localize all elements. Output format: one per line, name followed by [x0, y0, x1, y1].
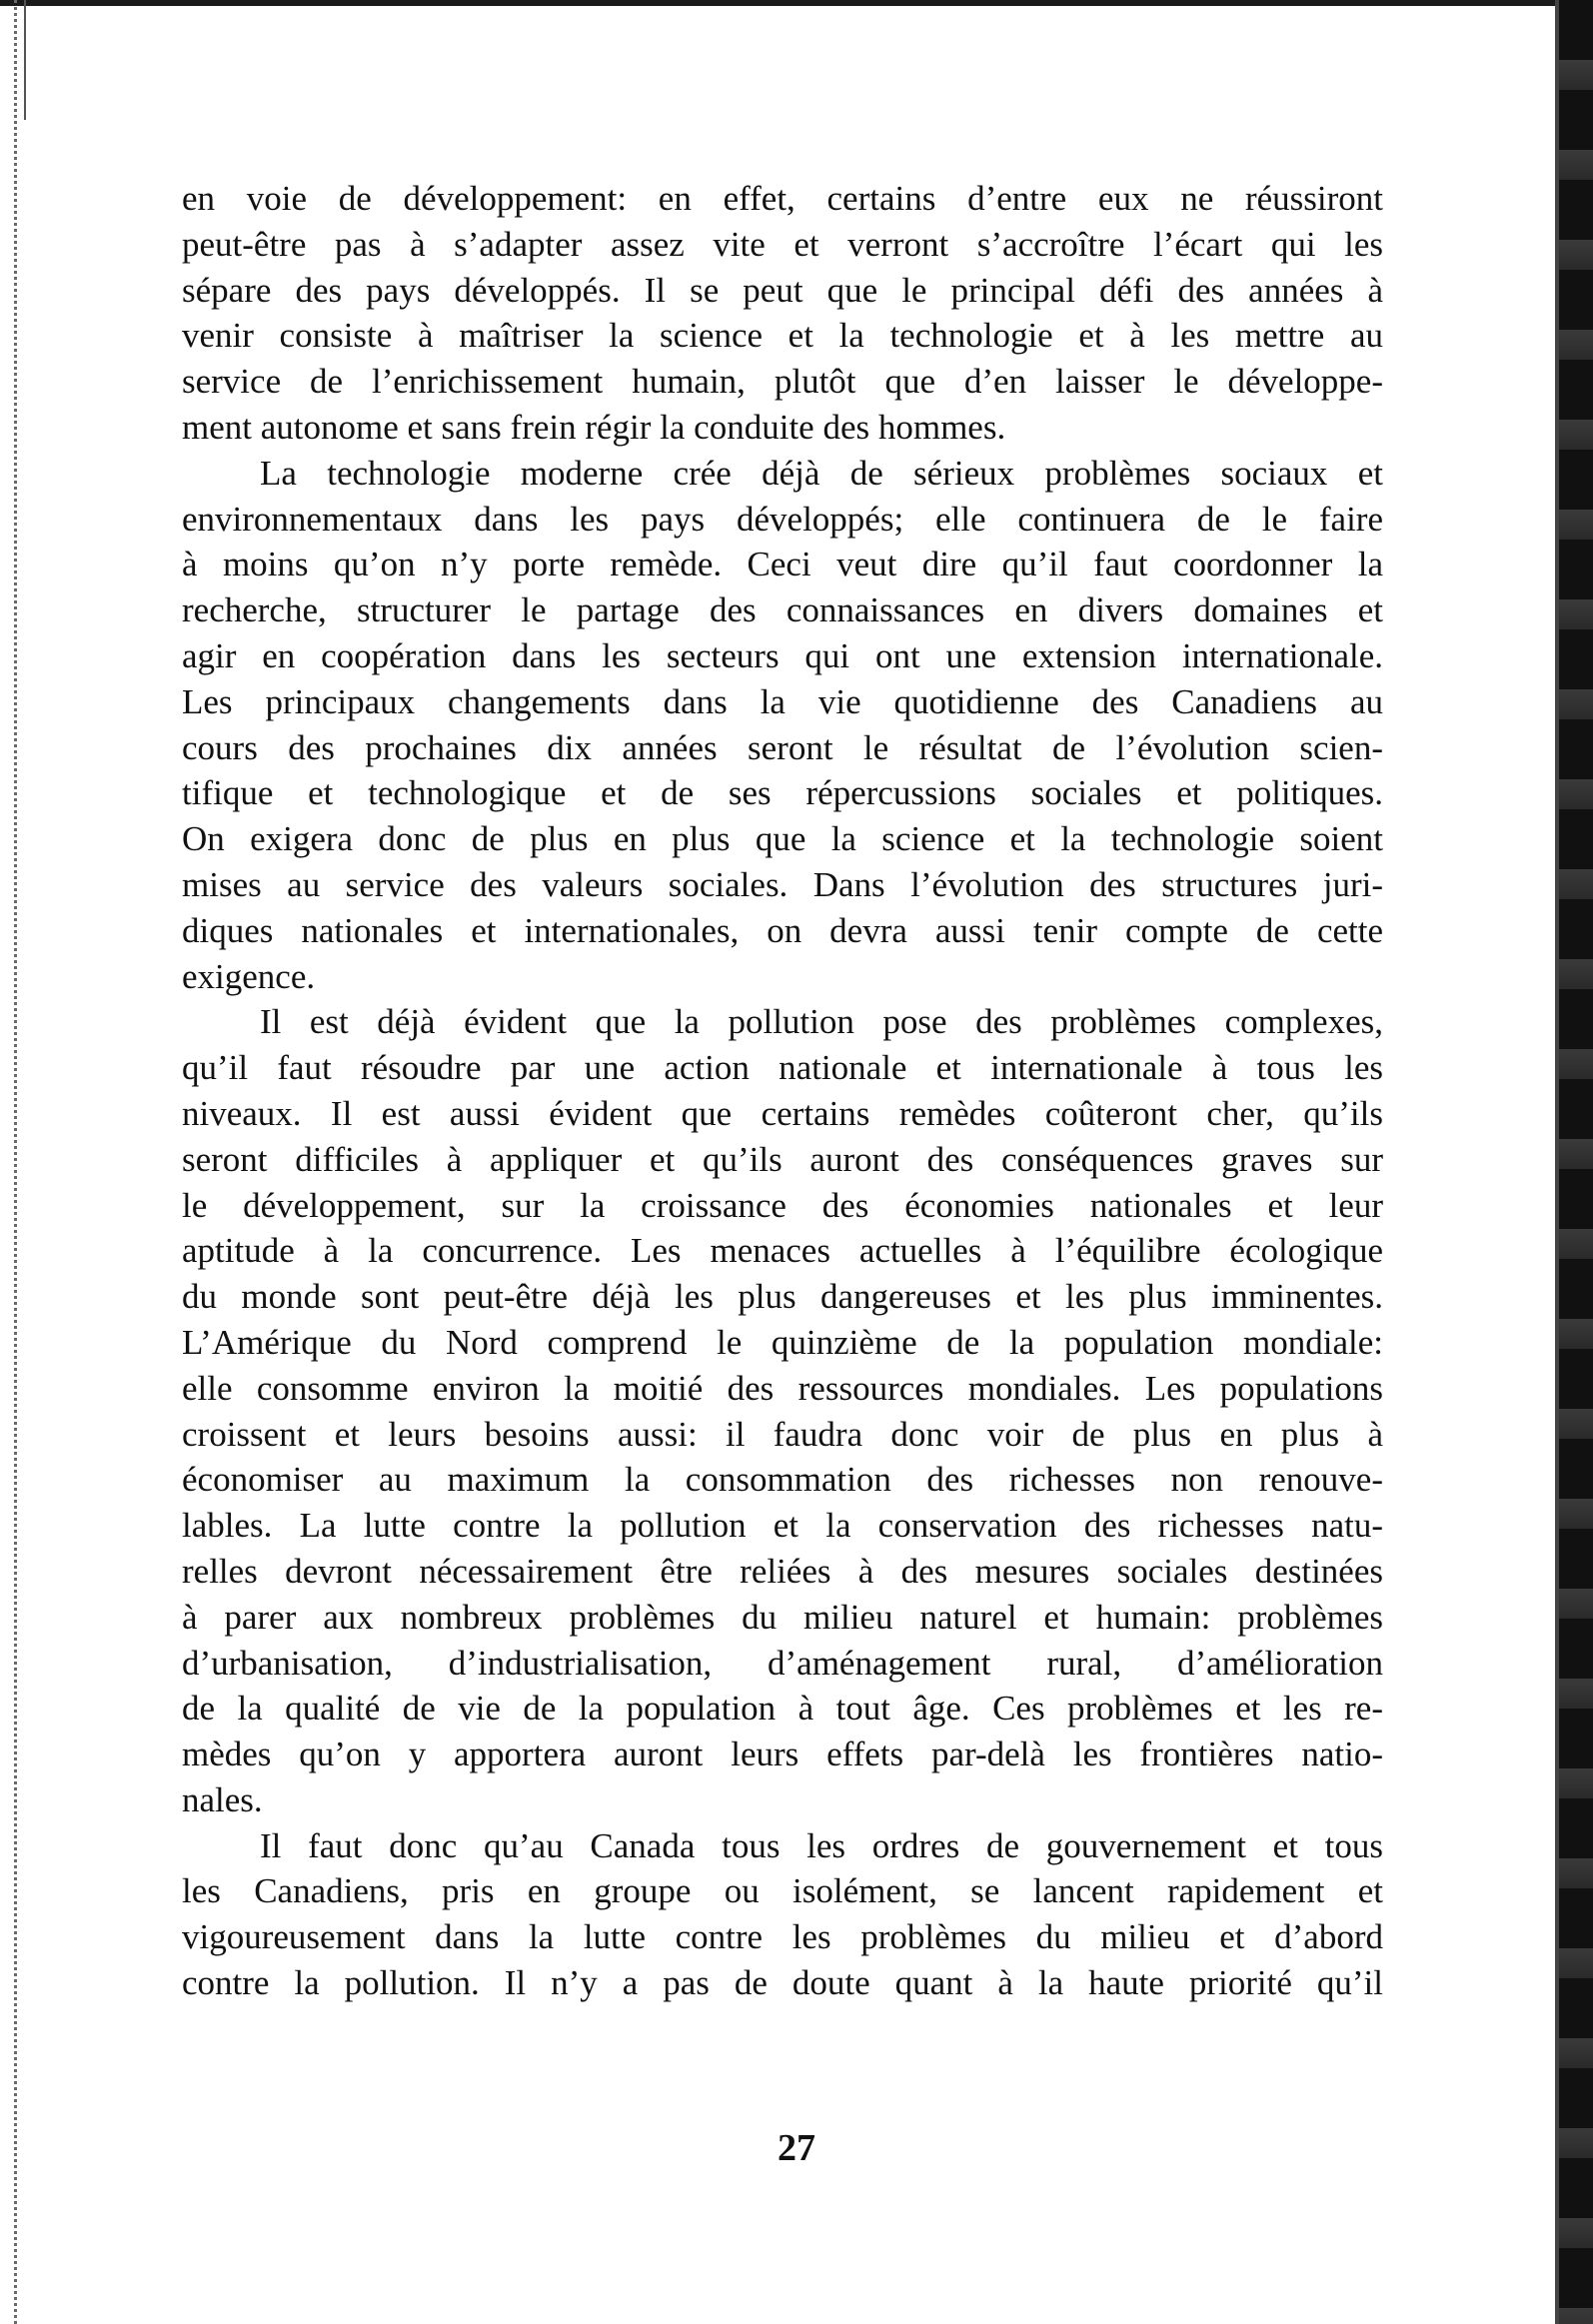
text-line: peut-être pas à s’adapter assez vite et verront s’accroître l’écart qui les — [182, 224, 1383, 264]
text-line: le développement, sur la croissance des économies nationales et leur — [182, 1185, 1383, 1225]
text-line: vigoureusement dans la lutte contre les problèmes du milieu et d’abord — [182, 1917, 1383, 1957]
text-line: On exigera donc de plus en plus que la science et la technologie soient — [182, 819, 1383, 859]
text-line: à moins qu’on n’y porte remède. Ceci veut dire qu’il faut coordonner la — [182, 545, 1383, 584]
paragraph — [182, 451, 1383, 1000]
text-line: Il faut donc qu’au Canada tous les ordres de gouvernement et tous — [260, 1825, 1383, 1865]
book-binding — [1559, 0, 1593, 2324]
page-number: 27 — [778, 2127, 815, 2169]
text-line: relles devront nécessairement être reliées à des mesures sociales destinées — [182, 1551, 1383, 1591]
page-edge-left-mark — [24, 0, 26, 120]
text-line: tifique et technologique et de ses répercussions sociales et politiques. — [182, 773, 1383, 813]
text-line: service de l’enrichissement humain, plutôt que d’en laisser le développe- — [182, 362, 1383, 402]
text-line: à parer aux nombreux problèmes du milieu naturel et humain: problèmes — [182, 1597, 1383, 1637]
page-edge-left — [14, 0, 17, 2324]
text-line: de la qualité de vie de la population à tout âge. Ces problèmes et les re- — [182, 1689, 1383, 1729]
text-line: lables. La lutte contre la pollution et la conservation des richesses natu- — [182, 1506, 1383, 1546]
text-line: cours des prochaines dix années seront le résultat de l’évolution scien- — [182, 727, 1383, 767]
text-line: recherche, structurer le partage des connaissances en divers domaines et — [182, 590, 1383, 630]
text-line: ment autonome et sans frein régir la conduite des hommes. — [182, 407, 1006, 447]
text-line: mises au service des valeurs sociales. Dans l’évolution des structures juri- — [182, 864, 1383, 904]
text-line: croissent et leurs besoins aussi: il faudra donc voir de plus en plus à — [182, 1414, 1383, 1454]
text-line: environnementaux dans les pays développés; elle continuera de le faire — [182, 499, 1383, 539]
text-line: elle consomme environ la moitié des ressources mondiales. Les populations — [182, 1368, 1383, 1408]
text-line: agir en coopération dans les secteurs qui ont une extension internationale. — [182, 635, 1383, 675]
text-line: en voie de développement: en effet, certains d’entre eux ne réussiront — [182, 179, 1383, 218]
paragraph — [182, 176, 1383, 451]
text-line: niveaux. Il est aussi évident que certains remèdes coûteront cher, qu’ils — [182, 1093, 1383, 1133]
text-line: nales. — [182, 1779, 263, 1819]
text-line: venir consiste à maîtriser la science et la technologie et à les mettre au — [182, 316, 1383, 356]
text-line: les Canadiens, pris en groupe ou isolément, se lancent rapidement et — [182, 1871, 1383, 1911]
text-line: seront difficiles à appliquer et qu’ils auront des conséquences graves sur — [182, 1139, 1383, 1179]
text-line: diques nationales et internationales, on devra aussi tenir compte de cette — [182, 910, 1383, 950]
text-line: La technologie moderne crée déjà de sérieux problèmes sociaux et — [260, 453, 1383, 493]
text-line: exigence. — [182, 956, 316, 996]
text-line: d’urbanisation, d’industrialisation, d’aménagement rural, d’amélioration — [182, 1643, 1383, 1683]
text-line: Les principaux changements dans la vie quotidienne des Canadiens au — [182, 681, 1383, 721]
text-line: du monde sont peut-être déjà les plus dangereuses et les plus imminentes. — [182, 1277, 1383, 1317]
text-line: Il est déjà évident que la pollution pose des problèmes complexes, — [260, 1002, 1383, 1042]
text-line: aptitude à la concurrence. Les menaces actuelles à l’équilibre écologique — [182, 1231, 1383, 1271]
body-text — [182, 176, 1383, 2006]
text-line: L’Amérique du Nord comprend le quinzième de la population mondiale: — [182, 1322, 1383, 1362]
page-edge-top — [0, 0, 1593, 6]
paragraph — [182, 999, 1383, 1822]
text-line: mèdes qu’on y apportera auront leurs effets par-delà les frontières natio- — [182, 1735, 1383, 1774]
text-line: contre la pollution. Il n’y a pas de doute quant à la haute priorité qu’il — [182, 1963, 1383, 2003]
text-line: sépare des pays développés. Il se peut que le principal défi des années à — [182, 270, 1383, 310]
paragraph — [182, 1823, 1383, 2006]
text-line: qu’il faut résoudre par une action nationale et internationale à tous les — [182, 1048, 1383, 1088]
text-line: économiser au maximum la consommation des richesses non renouve- — [182, 1460, 1383, 1500]
